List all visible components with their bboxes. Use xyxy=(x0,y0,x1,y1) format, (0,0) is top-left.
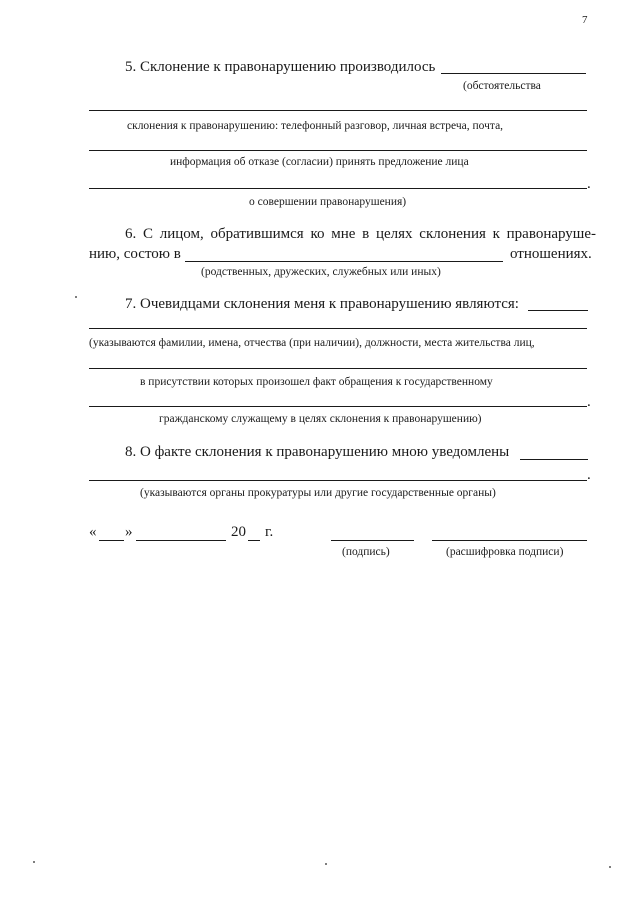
scan-speck xyxy=(75,296,77,298)
section-7-line-3 xyxy=(89,368,587,369)
date-quote-open: « xyxy=(89,524,97,540)
section-7-note-3: гражданскому служащему в целях склонения к правонарушению) xyxy=(159,413,482,425)
section-6-line-2-end: отношениях. xyxy=(510,246,592,262)
section-8-line-2 xyxy=(89,480,587,481)
section-8-end-period: . xyxy=(587,467,591,483)
section-7-end-period: . xyxy=(587,394,591,410)
section-5-line-4 xyxy=(89,188,587,189)
section-7-note-2: в присутствии которых произошел факт обращения к государственному xyxy=(140,376,493,388)
section-7-line-4 xyxy=(89,406,587,407)
scan-speck xyxy=(325,863,327,865)
section-5-line-2 xyxy=(89,110,587,111)
signature-decoding-line xyxy=(432,540,587,541)
date-month-line xyxy=(136,540,226,541)
date-year-line xyxy=(248,540,260,541)
signature-line xyxy=(331,540,414,541)
date-year-prefix: 20 xyxy=(231,524,246,540)
date-year-suffix: г. xyxy=(265,524,274,540)
section-7-heading: 7. Очевидцами склонения меня к правонарушению являются: xyxy=(125,296,519,312)
section-5-note-2: склонения к правонарушению: телефонный разговор, личная встреча, почта, xyxy=(127,120,504,132)
date-quote-close: » xyxy=(125,524,133,540)
section-6-line-2-start: нию, состою в xyxy=(89,246,181,262)
section-5-heading: 5. Склонение к правонарушению производилось xyxy=(125,59,436,75)
scan-speck xyxy=(609,866,611,868)
date-day-line xyxy=(99,540,124,541)
section-5-line-3 xyxy=(89,150,587,151)
section-8-heading: 8. О факте склонения к правонарушению мною уведомлены xyxy=(125,444,510,460)
section-5-note-3: информация об отказе (согласии) принять предложение лица xyxy=(170,156,469,168)
section-7-line-2 xyxy=(89,328,587,329)
section-8-note: (указываются органы прокуратуры или другие государственные органы) xyxy=(140,487,496,499)
page-number: 7 xyxy=(582,14,588,26)
scan-speck xyxy=(33,861,35,863)
section-6-fill-line xyxy=(185,261,503,262)
signature-label: (подпись) xyxy=(342,546,390,558)
section-7-note-1: (указываются фамилии, имена, отчества (при наличии), должности, места жительства лиц, xyxy=(89,337,535,349)
section-5-end-period: . xyxy=(587,176,591,192)
section-5-fill-line xyxy=(441,73,586,74)
section-5-note-1: (обстоятельства xyxy=(463,80,541,92)
section-7-fill-line xyxy=(528,310,588,311)
section-8-fill-line xyxy=(520,459,588,460)
section-6-line-1: 6. С лицом, обратившимся ко мне в целях склонения к правонаруше- xyxy=(125,226,597,242)
section-6-note: (родственных, дружеских, служебных или иных) xyxy=(201,266,441,278)
section-5-note-4: о совершении правонарушения) xyxy=(249,196,407,208)
signature-decoding-label: (расшифровка подписи) xyxy=(446,546,564,558)
